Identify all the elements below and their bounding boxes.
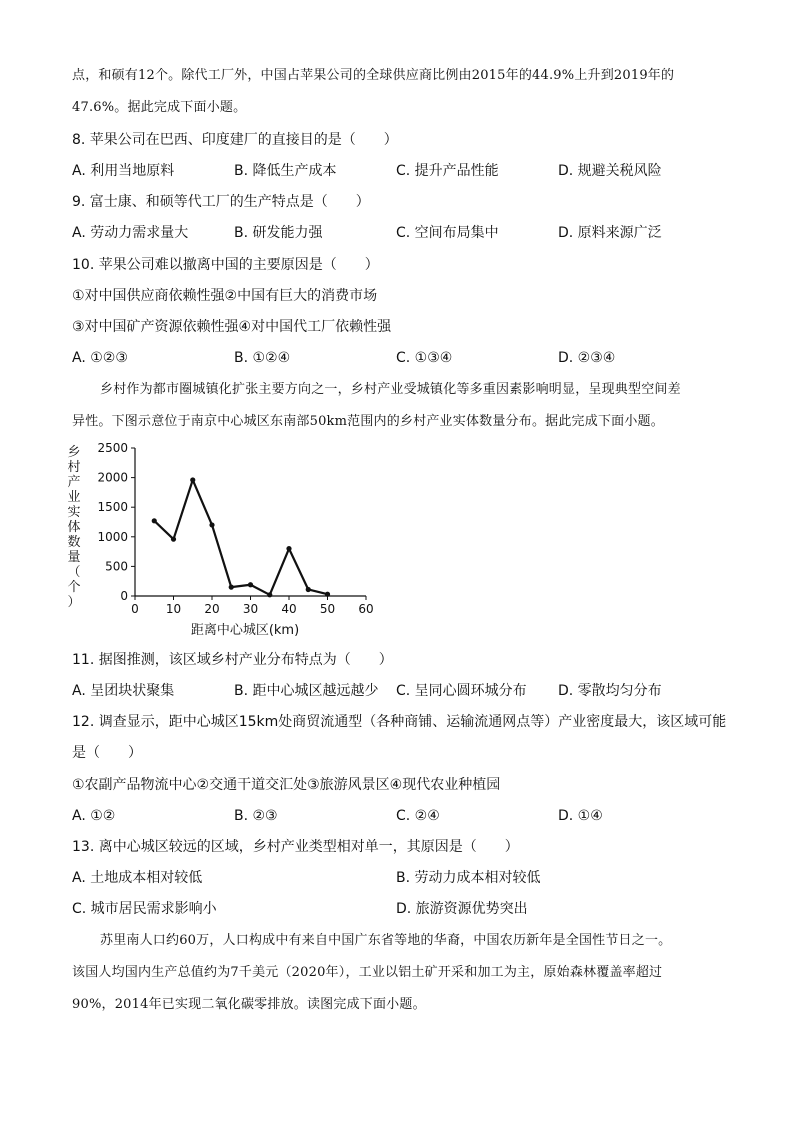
data-point [171,537,176,542]
x-tick-label: 10 [165,602,182,616]
option-a: A. 劳动力需求量大 [72,225,189,241]
y-axis-label-text: 乡村产业实体数量（个） [67,445,81,610]
y-tick-label: 500 [105,559,128,574]
passage-text: 点，和硕有12个。除代工厂外，中国占苹果公司的全球供应商比例由2015年的44.9%上升到2019年的 [72,68,675,83]
x-axis-label: 距离中心城区(km) [190,623,300,638]
x-tick-label: 50 [319,602,336,616]
y-tick-label: 2500 [97,441,128,455]
y-tick-label: 0 [120,589,128,603]
option-c: C. ②④ [396,808,440,824]
passage-text: 异性。下图示意位于南京中心城区东南部50km范围内的乡村产业实体数量分布。据此完成下面小题。 [72,414,664,429]
option-d: D. ②③④ [558,350,616,366]
option-a: A. 利用当地原料 [72,163,175,179]
option-d: D. 旅游资源优势突出 [396,901,528,917]
passage-text: 90%，2014年已实现二氧化碳零排放。读图完成下面小题。 [72,997,426,1012]
option-d: D. 规避关税风险 [558,163,662,179]
option-b: B. ①②④ [234,350,291,366]
x-tick-label: 20 [204,602,220,616]
option-b: B. 距中心城区越远越少 [234,683,379,699]
option-c: C. 城市居民需求影响小 [72,901,217,917]
passage-text: 该国人均国内生产总值约为7千美元（2020年），工业以铝土矿开采和加工为主，原始森林覆盖率超过 [72,965,663,980]
passage-text: 乡村作为都市圈城镇化扩张主要方向之一，乡村产业受城镇化等多重因素影响明显，呈现典型空间差 [100,382,681,397]
option-b: B. 降低生产成本 [234,163,337,179]
data-point [152,518,157,523]
question-10-statements: ①对中国供应商依赖性强②中国有巨大的消费市场 [72,288,378,304]
option-c: C. 空间布局集中 [396,225,499,241]
series-line [154,480,327,595]
question-10-stem: 10. 苹果公司难以撤离中国的主要原因是（ ） [72,257,379,273]
x-tick-label: 0 [131,602,139,616]
option-c: C. 提升产品性能 [396,163,499,179]
data-point [306,587,311,592]
x-tick-label: 30 [242,602,259,616]
passage-text: 47.6%。据此完成下面小题。 [72,100,247,115]
option-b: B. 研发能力强 [234,225,323,241]
option-d: D. 原料来源广泛 [558,225,662,241]
data-point [248,582,253,587]
option-b: B. ②③ [234,808,278,824]
data-point [325,592,330,597]
option-a: A. ①②③ [72,350,128,366]
option-b: B. 劳动力成本相对较低 [396,870,541,886]
y-tick-label: 1500 [97,500,128,515]
option-d: D. 零散均匀分布 [558,683,662,699]
option-a: A. ①② [72,808,116,824]
data-point [190,477,195,482]
question-11-stem: 11. 据图推测，该区域乡村产业分布特点为（ ） [72,652,393,668]
question-12-statements: ①农副产品物流中心②交通干道交汇处③旅游风景区④现代农业种植园 [72,777,501,793]
question-12-stem: 是（ ） [72,745,142,761]
option-c: C. 呈同心圆环城分布 [396,683,527,699]
question-8-stem: 8. 苹果公司在巴西、印度建厂的直接目的是（ ） [72,132,398,148]
option-a: A. 土地成本相对较低 [72,870,203,886]
question-10-statements: ③对中国矿产资源依赖性强④对中国代工厂依赖性强 [72,319,392,335]
data-point [286,546,291,551]
question-12-stem: 12. 调查显示，距中心城区15km处商贸流通型（各种商铺、运输流通网点等）产业密度最大，该区域可能 [72,714,727,730]
y-tick-label: 1000 [97,529,128,544]
x-tick-label: 40 [281,602,297,616]
question-9-stem: 9. 富士康、和硕等代工厂的生产特点是（ ） [72,194,370,210]
data-point [229,585,234,590]
option-a: A. 呈团块状聚集 [72,683,175,699]
option-c: C. ①③④ [396,350,453,366]
data-point [209,522,214,527]
y-tick-label: 2000 [97,470,128,485]
x-tick-label: 60 [358,602,374,616]
question-13-stem: 13. 离中心城区较远的区域，乡村产业类型相对单一，其原因是（ ） [72,839,519,855]
option-d: D. ①④ [558,808,603,824]
rural-industry-line-chart [60,436,390,642]
y-axis-label [67,445,80,610]
data-point [267,592,272,597]
passage-text: 苏里南人口约60万，人口构成中有来自中国广东省等地的华裔，中国农历新年是全国性节日之一。 [100,933,672,948]
